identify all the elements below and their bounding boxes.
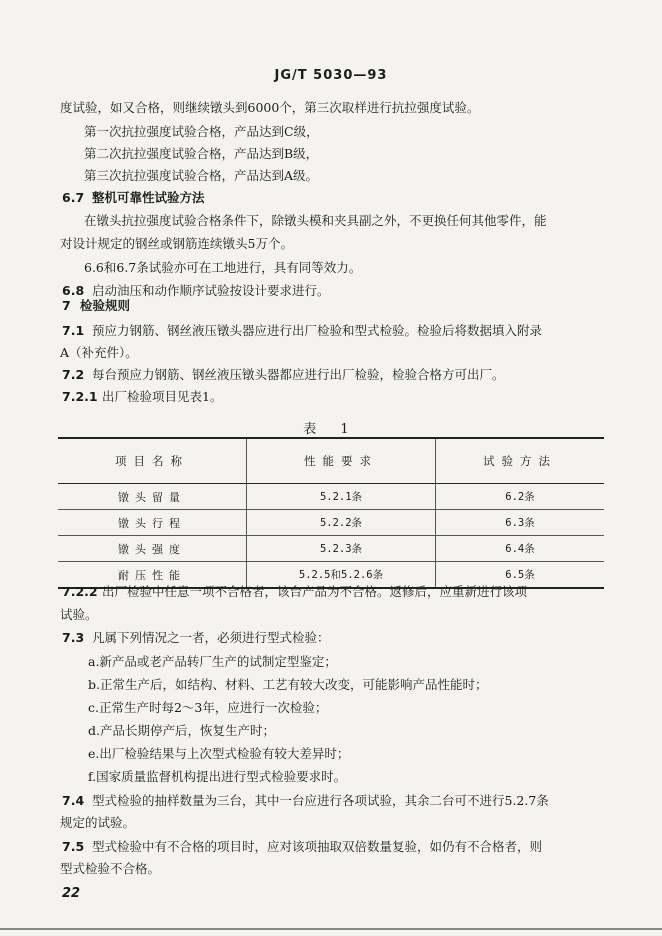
table-title: 表 1 <box>303 422 359 437</box>
section-7-4-text: 型式检验的抽样数量为三台，其中一台应进行各项试验，其余二台可不进行5.2.7条 <box>92 793 549 808</box>
table-row <box>58 510 604 536</box>
column-header: 试验方法 <box>436 438 605 484</box>
section-6-7-title: 整机可靠性试验方法 <box>92 190 205 205</box>
table-row <box>58 536 604 562</box>
table-cell: 镦头强度 <box>58 536 247 562</box>
section-7-3-number: 7.3 <box>62 630 85 645</box>
table-cell: 镦头行程 <box>58 510 247 536</box>
table-cell: 镦头留量 <box>58 484 247 510</box>
table-cell: 5.2.1条 <box>247 484 436 510</box>
list-item: f.国家质量监督机构提出进行型式检验要求时。 <box>88 769 347 784</box>
section-7-1-text: 预应力钢筋、钢丝液压镦头器应进行出厂检验和型式检验。检验后将数据填入附录 <box>92 323 543 338</box>
list-item: d.产品长期停产后，恢复生产时； <box>88 723 275 738</box>
paragraph-line: 型式检验不合格。 <box>60 861 161 876</box>
document-code-header: JG/T 5030—93 <box>274 68 388 83</box>
table-cell: 6.5条 <box>436 562 605 589</box>
page-number: 22 <box>62 886 81 901</box>
table-cell: 6.3条 <box>436 510 605 536</box>
list-item: c.正常生产时每2～3年，应进行一次检验； <box>88 700 328 715</box>
table-row <box>58 484 604 510</box>
section-7-number: 7 <box>62 298 71 313</box>
section-7-2-text: 每台预应力钢筋、钢丝液压镦头器都应进行出厂检验，检验合格方可出厂。 <box>92 367 505 382</box>
grade-b-line: 第二次抗拉强度试验合格，产品达到B级， <box>84 146 319 161</box>
section-7-1-number: 7.1 <box>62 323 85 338</box>
section-6-8-number: 6.8 <box>62 283 85 298</box>
paragraph-line: 6.6和6.7条试验亦可在工地进行，具有同等效力。 <box>84 260 362 275</box>
column-header: 性能要求 <box>247 438 436 484</box>
section-7-title: 检验规则 <box>80 298 131 313</box>
grade-a-line: 第三次抗拉强度试验合格，产品达到A级。 <box>84 168 319 183</box>
table-cell: 5.2.3条 <box>247 536 436 562</box>
paragraph-line: 度试验，如又合格，则继续镦头到6000个，第三次取样进行抗拉强度试验。 <box>60 100 480 115</box>
list-item: a.新产品或老产品转厂生产的试制定型鉴定； <box>88 654 337 669</box>
section-7-2-1-text: 出厂检验项目见表1。 <box>102 389 223 404</box>
table-cell: 耐压性能 <box>58 562 247 589</box>
table-cell: 6.4条 <box>436 536 605 562</box>
paragraph-line: 在镦头抗拉强度试验合格条件下，除镦头模和夹具副之外，不更换任何其他零件，能 <box>84 213 547 228</box>
section-6-8-text: 启动油压和动作顺序试验按设计要求进行。 <box>92 283 330 298</box>
table-header-row <box>58 438 604 484</box>
section-7-5-number: 7.5 <box>62 839 85 854</box>
section-7-2-2-text: 出厂检验中任意一项不合格者，该台产品为不合格。返修后，应重新进行该项 <box>102 584 528 599</box>
section-7-2-1-number: 7.2.1 <box>62 389 98 404</box>
inspection-items-table <box>58 437 604 589</box>
section-7-4-number: 7.4 <box>62 793 85 808</box>
section-7-3-text: 凡属下列情况之一者，必须进行型式检验： <box>92 630 330 645</box>
table-cell: 5.2.5和5.2.6条 <box>247 562 436 589</box>
grade-c-line: 第一次抗拉强度试验合格，产品达到C级， <box>84 124 319 139</box>
section-7-2-2-number: 7.2.2 <box>62 584 98 599</box>
page-edge-divider <box>0 928 662 930</box>
list-item: e.出厂检验结果与上次型式检验有较大差异时； <box>88 746 350 761</box>
paragraph-line: 试验。 <box>60 607 98 622</box>
section-6-7-number: 6.7 <box>62 190 85 205</box>
paragraph-line: 对设计规定的钢丝或钢筋连续镦头5万个。 <box>60 236 293 251</box>
paragraph-line: 规定的试验。 <box>60 815 136 830</box>
list-item: b.正常生产后，如结构、材料、工艺有较大改变，可能影响产品性能时； <box>88 677 488 692</box>
table-cell: 6.2条 <box>436 484 605 510</box>
column-header: 项目名称 <box>58 438 247 484</box>
paragraph-line: A（补充件）。 <box>60 345 138 360</box>
table-cell: 5.2.2条 <box>247 510 436 536</box>
section-7-5-text: 型式检验中有不合格的项目时，应对该项抽取双倍数量复验，如仍有不合格者，则 <box>92 839 543 854</box>
section-7-2-number: 7.2 <box>62 367 85 382</box>
